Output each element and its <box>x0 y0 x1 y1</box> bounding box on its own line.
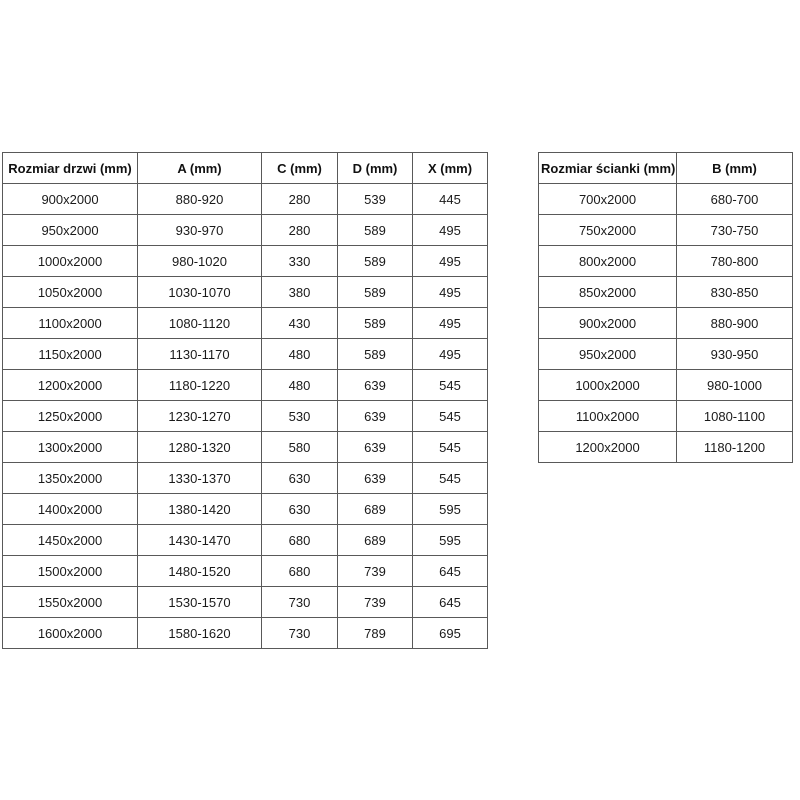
table-cell: 1600x2000 <box>3 618 138 649</box>
table-cell: 639 <box>338 401 413 432</box>
table-row <box>3 463 488 494</box>
table-row <box>539 339 793 370</box>
table-row <box>3 587 488 618</box>
table-cell: 1330-1370 <box>138 463 262 494</box>
table-cell: 750x2000 <box>539 215 677 246</box>
table-cell: 589 <box>338 277 413 308</box>
table-cell: 545 <box>413 432 488 463</box>
table-cell: 445 <box>413 184 488 215</box>
table-cell: 1380-1420 <box>138 494 262 525</box>
table-cell: 1450x2000 <box>3 525 138 556</box>
table-cell: 900x2000 <box>3 184 138 215</box>
table-cell: 495 <box>413 339 488 370</box>
table-cell: 1280-1320 <box>138 432 262 463</box>
table-cell: 1150x2000 <box>3 339 138 370</box>
table-cell: 880-920 <box>138 184 262 215</box>
table-cell: 930-970 <box>138 215 262 246</box>
table-cell: 495 <box>413 246 488 277</box>
table-cell: 850x2000 <box>539 277 677 308</box>
table-cell: 1200x2000 <box>3 370 138 401</box>
table-cell: 1230-1270 <box>138 401 262 432</box>
column-header-wall-size: Rozmiar ścianki (mm) <box>539 153 677 184</box>
table-cell: 280 <box>262 215 338 246</box>
table-cell: 1130-1170 <box>138 339 262 370</box>
table-cell: 680-700 <box>677 184 793 215</box>
wall-table-header-row <box>539 153 793 184</box>
table-cell: 1100x2000 <box>3 308 138 339</box>
table-row <box>3 556 488 587</box>
table-cell: 1250x2000 <box>3 401 138 432</box>
table-cell: 645 <box>413 556 488 587</box>
table-cell: 1350x2000 <box>3 463 138 494</box>
table-cell: 545 <box>413 401 488 432</box>
table-row <box>3 339 488 370</box>
wall-table-body <box>539 184 793 463</box>
table-row <box>539 184 793 215</box>
table-cell: 680 <box>262 556 338 587</box>
table-cell: 950x2000 <box>3 215 138 246</box>
table-row <box>3 494 488 525</box>
table-cell: 980-1000 <box>677 370 793 401</box>
table-cell: 739 <box>338 556 413 587</box>
table-row <box>3 525 488 556</box>
table-cell: 1200x2000 <box>539 432 677 463</box>
table-cell: 1550x2000 <box>3 587 138 618</box>
table-cell: 950x2000 <box>539 339 677 370</box>
table-cell: 639 <box>338 370 413 401</box>
table-cell: 545 <box>413 463 488 494</box>
table-cell: 689 <box>338 525 413 556</box>
table-cell: 1000x2000 <box>3 246 138 277</box>
table-cell: 430 <box>262 308 338 339</box>
table-cell: 1480-1520 <box>138 556 262 587</box>
table-cell: 480 <box>262 370 338 401</box>
table-cell: 700x2000 <box>539 184 677 215</box>
table-cell: 730-750 <box>677 215 793 246</box>
table-cell: 1100x2000 <box>539 401 677 432</box>
table-cell: 480 <box>262 339 338 370</box>
table-cell: 580 <box>262 432 338 463</box>
table-cell: 495 <box>413 308 488 339</box>
wall-sizes-table <box>538 152 793 463</box>
table-cell: 1500x2000 <box>3 556 138 587</box>
table-cell: 900x2000 <box>539 308 677 339</box>
table-row <box>539 277 793 308</box>
table-cell: 380 <box>262 277 338 308</box>
column-header-x: X (mm) <box>413 153 488 184</box>
table-cell: 739 <box>338 587 413 618</box>
table-cell: 645 <box>413 587 488 618</box>
table-cell: 680 <box>262 525 338 556</box>
table-cell: 539 <box>338 184 413 215</box>
table-cell: 1530-1570 <box>138 587 262 618</box>
table-cell: 589 <box>338 246 413 277</box>
table-cell: 589 <box>338 339 413 370</box>
column-header-a: A (mm) <box>138 153 262 184</box>
table-cell: 880-900 <box>677 308 793 339</box>
table-cell: 595 <box>413 525 488 556</box>
table-cell: 980-1020 <box>138 246 262 277</box>
door-table-header-row <box>3 153 488 184</box>
table-cell: 595 <box>413 494 488 525</box>
column-header-b: B (mm) <box>677 153 793 184</box>
table-row <box>539 215 793 246</box>
table-cell: 545 <box>413 370 488 401</box>
table-row <box>3 618 488 649</box>
table-row <box>539 401 793 432</box>
table-row <box>3 308 488 339</box>
table-row <box>3 246 488 277</box>
table-row <box>3 277 488 308</box>
table-cell: 1180-1200 <box>677 432 793 463</box>
table-cell: 800x2000 <box>539 246 677 277</box>
table-cell: 495 <box>413 215 488 246</box>
column-header-door-size: Rozmiar drzwi (mm) <box>3 153 138 184</box>
table-cell: 730 <box>262 618 338 649</box>
table-cell: 639 <box>338 463 413 494</box>
table-cell: 1580-1620 <box>138 618 262 649</box>
table-cell: 330 <box>262 246 338 277</box>
column-header-d: D (mm) <box>338 153 413 184</box>
table-cell: 589 <box>338 215 413 246</box>
table-cell: 1430-1470 <box>138 525 262 556</box>
table-row <box>539 432 793 463</box>
table-cell: 780-800 <box>677 246 793 277</box>
table-cell: 1400x2000 <box>3 494 138 525</box>
table-cell: 830-850 <box>677 277 793 308</box>
table-cell: 1080-1100 <box>677 401 793 432</box>
table-cell: 630 <box>262 463 338 494</box>
table-cell: 1300x2000 <box>3 432 138 463</box>
table-row <box>3 215 488 246</box>
table-cell: 530 <box>262 401 338 432</box>
table-cell: 495 <box>413 277 488 308</box>
table-row <box>3 370 488 401</box>
table-cell: 639 <box>338 432 413 463</box>
door-sizes-table <box>2 152 488 649</box>
table-cell: 280 <box>262 184 338 215</box>
table-row <box>3 401 488 432</box>
table-cell: 689 <box>338 494 413 525</box>
table-row <box>539 308 793 339</box>
table-row <box>3 432 488 463</box>
table-cell: 1080-1120 <box>138 308 262 339</box>
table-cell: 695 <box>413 618 488 649</box>
table-cell: 589 <box>338 308 413 339</box>
table-row <box>539 246 793 277</box>
table-cell: 630 <box>262 494 338 525</box>
table-row <box>3 184 488 215</box>
table-cell: 930-950 <box>677 339 793 370</box>
table-cell: 1180-1220 <box>138 370 262 401</box>
column-header-c: C (mm) <box>262 153 338 184</box>
table-cell: 789 <box>338 618 413 649</box>
table-cell: 1030-1070 <box>138 277 262 308</box>
door-table-body <box>3 184 488 649</box>
table-cell: 1000x2000 <box>539 370 677 401</box>
table-cell: 730 <box>262 587 338 618</box>
table-row <box>539 370 793 401</box>
table-cell: 1050x2000 <box>3 277 138 308</box>
